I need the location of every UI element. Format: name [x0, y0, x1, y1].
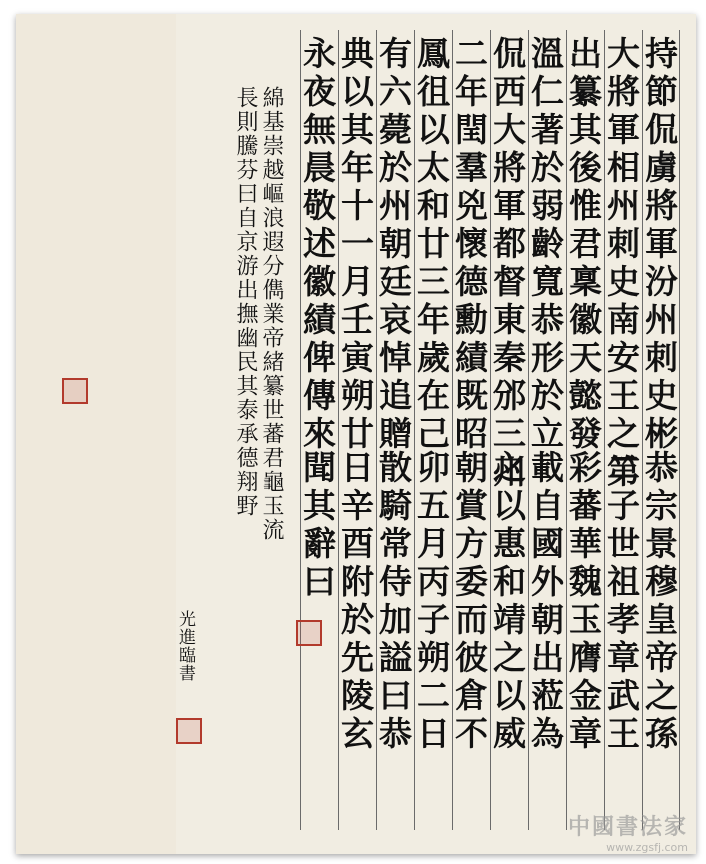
calligraphy-column: 彩蕃華魏玉膺金章	[564, 450, 603, 754]
seal-icon	[298, 622, 320, 644]
calligraphy-column: 聞其辭曰	[298, 450, 337, 602]
seal-stamp	[62, 378, 88, 404]
calligraphy-column: 二子世祖孝章武王	[602, 450, 641, 754]
calligraphy-column: 之以惠和靖之以威	[488, 450, 527, 754]
seal-stamp	[296, 620, 322, 646]
inscription-column: 長則騰芬曰自京游出撫幽民其泰承德翔野	[233, 86, 258, 518]
grid-line	[679, 30, 706, 830]
calligraphy-column: 溫仁著於弱齡寬恭形於立	[526, 36, 565, 454]
calligraphy-column: 日辛酉附於先陵玄	[336, 450, 375, 754]
calligraphy-column: 朝賞方委而彼倉不	[450, 450, 489, 754]
calligraphy-column: 卯五月丙子朔二日	[412, 450, 451, 754]
calligraphy-column: 鳳徂以太和廿三年歲在己	[412, 36, 451, 454]
site-watermark	[568, 810, 688, 854]
calligraphy-column: 二年閏羣兇懷德勳績既昭	[450, 36, 489, 454]
seal-stamp	[176, 718, 202, 744]
calligraphy-column: 載自國外朝出蒞為	[526, 450, 565, 754]
colophon-panel	[16, 14, 176, 854]
calligraphy-column: 大將軍相州刺史南安王之第	[602, 36, 641, 492]
calligraphy-column: 持節侃虜將軍汾州刺史彬	[640, 36, 679, 454]
calligraphy-column: 恭宗景穆皇帝之孫	[640, 450, 679, 754]
calligraphy-column: 有六薨於州朝廷哀悼追贈	[374, 36, 413, 454]
watermark-url: www.zgsfj.com	[606, 841, 688, 854]
signature-line: 光進臨書	[175, 610, 195, 682]
seal-icon	[64, 380, 86, 402]
calligraphy-column: 侃西大將軍都督東秦邠三州	[488, 36, 527, 492]
calligraphy-column: 永夜無晨敬述徽績俾傳來	[298, 36, 337, 454]
calligraphy-column: 散騎常侍加謚曰恭	[374, 450, 413, 754]
watermark-text: 中國書法家	[567, 815, 688, 840]
seal-icon	[178, 720, 200, 742]
calligraphy-column: 典以其年十一月壬寅朔廿	[336, 36, 375, 454]
inscription-column: 綿基崇越嶇浪遐分儁業帝緒纂世蕃君龜玉流	[259, 86, 284, 542]
calligraphy-column: 出纂其後惟君稟徽天懿發	[564, 36, 603, 454]
